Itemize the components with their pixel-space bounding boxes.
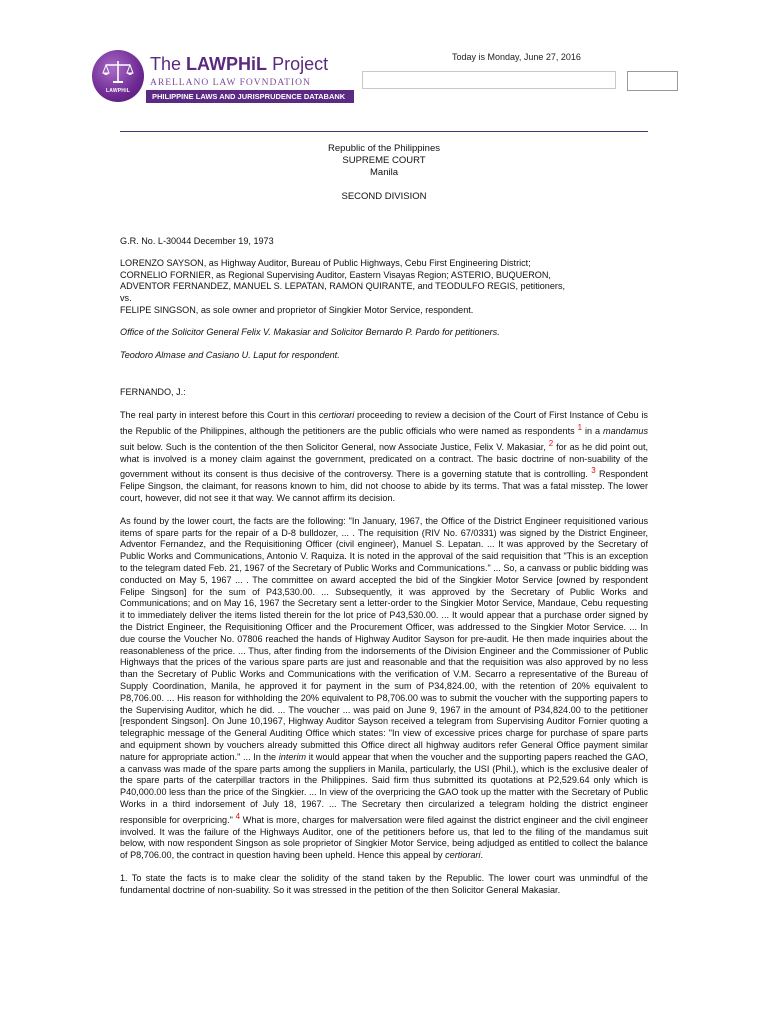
logo-title [150, 54, 328, 75]
logo-bar: PHILIPPINE LAWS AND JURISPRUDENCE DATABANK [146, 90, 354, 103]
text-italic: certiorari [445, 850, 481, 861]
text-italic: mandamus [603, 426, 649, 436]
party-line: CORNELIO FORNIER, as Regional Supervising Auditor, Eastern Visayas Region; ASTERIO, BUQUERON, [120, 269, 551, 280]
court-line-supreme-court: SUPREME COURT [342, 155, 426, 166]
text-run: in a [582, 426, 604, 436]
court-line-manila: Manila [370, 167, 398, 178]
text-run: it would appear that when the voucher and the supporting papers reached the GAO, a canvass was made of the spare parts among the suppliers in Manila, particularly, the USI (Phil.), which is the exclusive dealer of the spare parts of the caterpillar tractors in the Philippines. Said firm thus submitted its quotations at P2,529.64 only which is P40,000.00 less than the price of the Singkier. ... In view of the overpricing the GAO took up the matter with the Secretary of Public Works in a third indorsement of July 18, 1967. ... The Secretary then circularized a telegram holding the district engineer responsible for overpricing." [120, 751, 648, 825]
text-italic: certiorari [318, 410, 355, 421]
text-italic: interim [278, 751, 307, 762]
text-run: . [480, 850, 483, 861]
text-run: What is more, charges for malversation were filed against the district engineer and the civil engineer involved. It was the failure of the Highways Auditor, one of the petitioners before us, that led to the filing of the mandamus suit below, with now respondent Singson as sole proprietor of Singkier Motor Service, being adjudged as entitled to collect the balance of P8,706.00, the contract in question having been upheld. Hence this appeal by [120, 814, 648, 861]
footnote-link-3[interactable]: 3 [591, 466, 596, 476]
lawphil-logo[interactable] [92, 46, 357, 106]
search-button[interactable] [627, 71, 678, 91]
party-line: LORENZO SAYSON, as Highway Auditor, Bureau of Public Highways, Cebu First Engineering District; [120, 257, 531, 268]
search-input[interactable] [362, 71, 616, 89]
text-run: As found by the lower court, the facts are the following: "In January, 1967, the Office of the District Engineer requisitioned various items of spare parts for the repair of a D-8 bulldozer, ... . The requisition (RIV No. 67/0331) was signed by the District Engineer, Adventor Fernandez, and the Requisitioning Officer (civil engineer), Manuel S. Lepatan. ... It was approved by the Secretary of Public Works and Communications, Antonio V. Raquiza. It is noted in the approval of the said requisition that "This is an exception to the telegram dated Feb. 21, 1967 of the Secretary of Public Works and Communications." ... So, a canvass or public bidding was conducted on May 5, 1967 ... . The committee on award accepted the bid of the Singkier Motor Service [owned by respondent Felipe Singson] for the sum of P43,530.00. ... Subsequently, it was approved by the Secretary of Public Works and Communications; and on May 16, 1967 the Secretary sent a letter-order to the Singkier Motor Service, Mandaue, Cebu requesting it to immediately deliver the items listed therein for the lot price of P43,530.00. ... It would appear that a purchase order signed by the District Engineer, the Requisitioning Officer and the Procurement Officer, was addressed to the Singkier Motor Service. ... In due course the Voucher No. 07806 reached the hands of Highway Auditor Sayson for pre-audit. He then made inquiries about the reasonableness of the price. ... Thus, after finding from the indorsements of the Division Engineer and the Commissioner of Public Highways that the prices of the various spare parts are just and reasonable and that the requisition was also approved by no less than the Secretary of Public Works and Communications with the verification of V.M. Secarro a representative of the Bureau of Supply Coordination, Manila, he approved it for payment in the sum of P34,824.00, with the retention of 20% equivalent to P8,706.00. ... His reason for withholding the 20% equivalent to P8,706.00 was to submit the voucher with the supporting papers to the Supervising Auditor, which he did. ... The voucher ... was paid on June 9, 1967 in the amount of P34,824.00 to the petitioner [respondent Singson]. On June 10,1967, Highway Auditor Sayson received a telegram from Supervising Auditor Fornier quoting a telegraphic message of the General Auditing Office which states: "In view of excessive prices charge for purchase of spare parts and equipment shown by vouchers already submitted this Office direct all highway auditors refer General Office payment similar nature for appropriate action." ... In the [120, 515, 648, 762]
text-run: The real party in interest before this Court in this [120, 410, 319, 421]
counsel-petitioners: Office of the Solicitor General Felix V. Makasiar and Solicitor Bernardo P. Pardo for petitioners. [120, 326, 500, 337]
text-run: suit below. Such is the contention of the then Solicitor General, now Associate Justice, Felix V. Makasiar, [120, 441, 549, 452]
logo-title-prefix: The [150, 54, 182, 74]
court-header [120, 143, 648, 179]
lawphil-seal-icon [92, 50, 144, 102]
paragraph-2 [120, 516, 648, 862]
logo-mini-text: LAWPHiL [106, 88, 130, 94]
court-division: SECOND DIVISION [341, 191, 427, 202]
date-text: Today is Monday, June 27, 2016 [452, 52, 581, 62]
party-line: ADVENTOR FERNANDEZ, MANUEL S. LEPATAN, RAMON QUIRANTE, and TEODULFO REGIS, petitioners, [120, 281, 566, 292]
scales-of-justice-icon [102, 58, 134, 86]
party-line: FELIPE SINGSON, as sole owner and proprietor of Singkier Motor Service, respondent. [120, 304, 474, 315]
paragraph-1 [120, 410, 648, 505]
paragraph-3: 1. To state the facts is to make clear the solidity of the stand taken by the Republic. The lower court was unmindful of the fundamental doctrine of non-suability. So it was stressed in the petition of the then Solicitor General Makasiar. [120, 872, 648, 895]
text-run: Respondent Felipe Singson, the claimant, for reasons known to him, did not choose to abide by its terms. That was a fatal misstep. The lower court, however, did not see it that way. We cannot affirm its decision. [120, 469, 648, 504]
text-run: proceeding to review a decision of the Court of First Instance of Cebu is the Republic of the Philippines, although the petitioners are the public officials who were named as respondents [120, 410, 648, 436]
ponente: FERNANDO, J.: [120, 387, 186, 398]
header-divider [120, 131, 648, 132]
party-line: vs. [120, 293, 132, 304]
logo-subtitle: ARELLANO LAW FOVNDATION [150, 78, 311, 88]
case-parties [120, 258, 648, 317]
logo-title-suffix: Project [272, 54, 329, 74]
court-line-republic: Republic of the Philippines [328, 143, 440, 154]
case-number: G.R. No. L-30044 December 19, 1973 [120, 236, 274, 246]
logo-title-brand: LAWPHiL [186, 54, 268, 74]
text-run: for as he did point out, what is involved is a money claim against the government, predicated on a contract. The basic doctrine of non-suability of the government without its consent is thus decisive of the controversy. There is a governing statute that is controlling. [120, 441, 648, 480]
counsel-respondent: Teodoro Almase and Casiano U. Laput for respondent. [120, 349, 340, 360]
decision-content [120, 236, 648, 908]
footnote-link-2[interactable]: 2 [548, 438, 554, 448]
footnote-link-4[interactable]: 4 [235, 811, 241, 821]
footnote-link-1[interactable]: 1 [577, 422, 583, 432]
